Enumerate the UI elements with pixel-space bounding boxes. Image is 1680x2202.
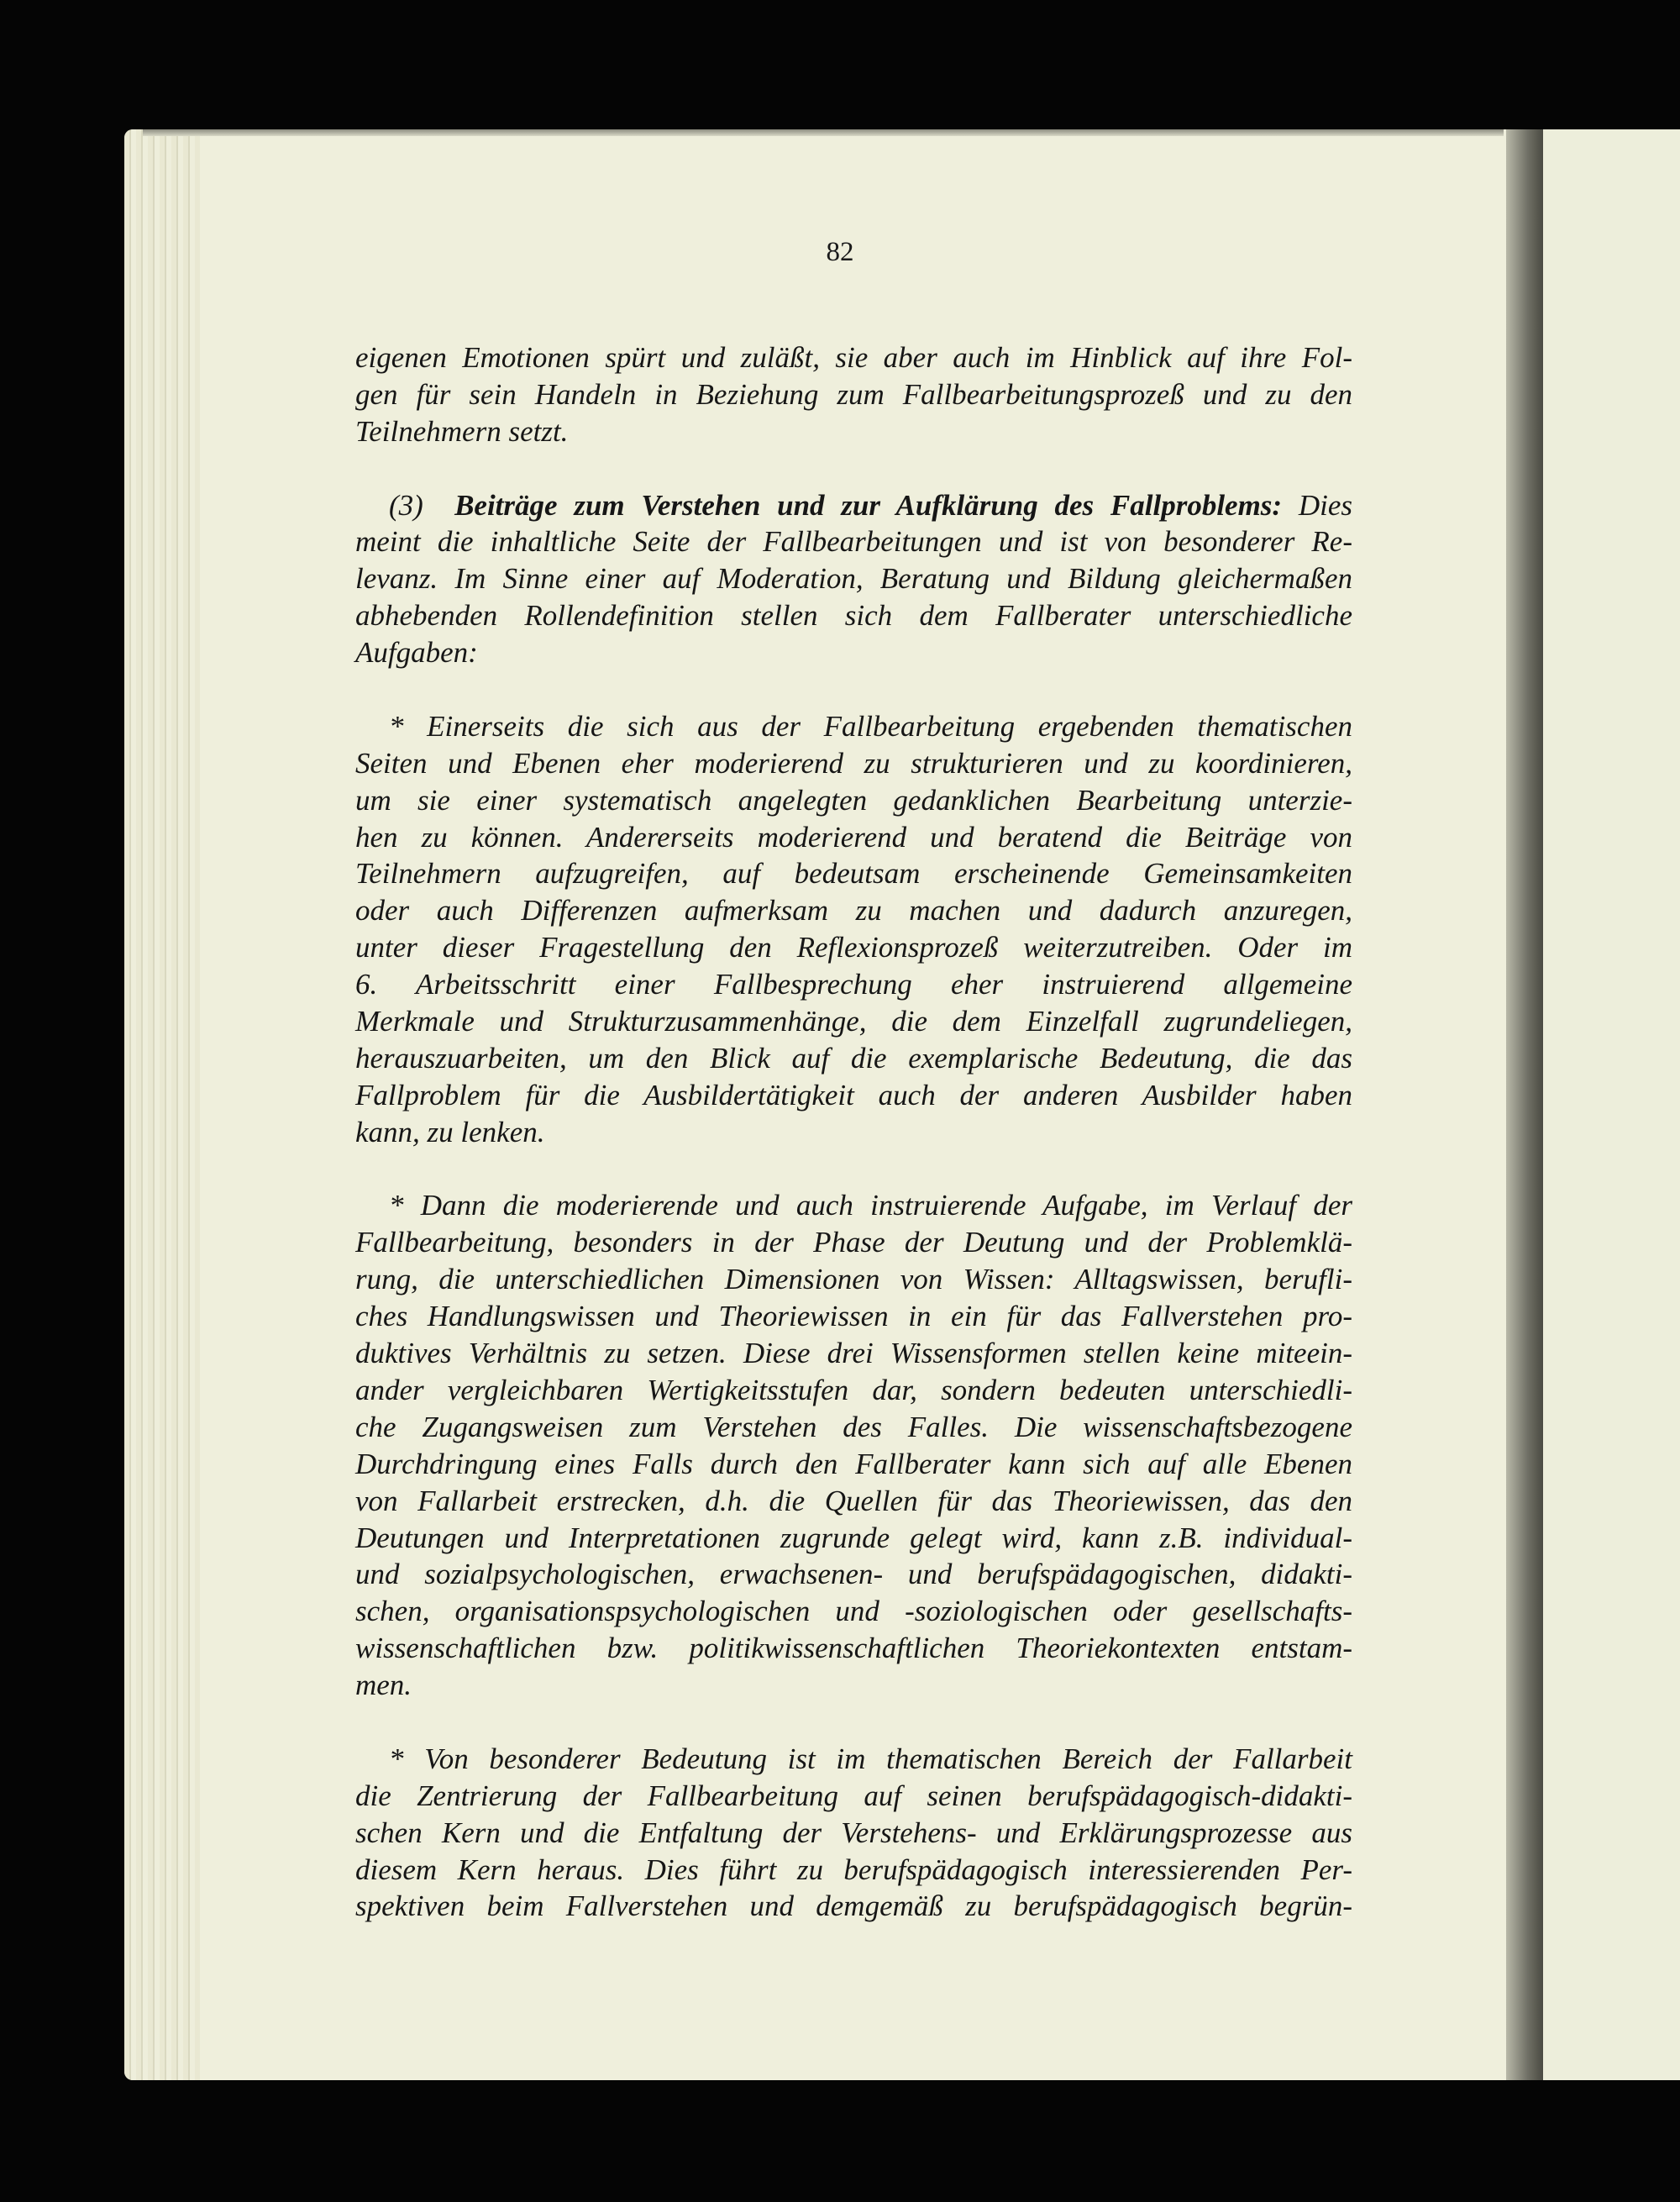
text-line: Seiten und Ebenen eher moderierend zu strukturieren und zu koordinieren, (355, 746, 1352, 780)
section-number: (3) (389, 488, 423, 522)
text-line: eigenen Emotionen spürt und zuläßt, sie aber auch im Hinblick auf ihre Fol- (355, 341, 1352, 374)
text-line: Fallbearbeitung, besonders in der Phase der Deutung und der Problemklä- (355, 1226, 1352, 1259)
text-line: ches Handlungswissen und Theoriewissen in ein für das Fallverstehen pro- (355, 1300, 1352, 1333)
text-line: Fallproblem für die Ausbildertätigkeit auch der anderen Ausbilder haben (355, 1078, 1352, 1112)
text-line: unter dieser Fragestellung den Reflexionsprozeß weiterzutreiben. Oder im (355, 931, 1352, 964)
body-text (355, 339, 1352, 1962)
paragraph (355, 708, 1352, 1151)
text-line: hen zu können. Andererseits moderierend und beratend die Beiträge von (355, 820, 1352, 854)
text-line: spektiven beim Fallverstehen und demgemäß zu berufspädagogisch begrün- (355, 1889, 1352, 1923)
text-line: Durchdringung eines Falls durch den Fallberater kann sich auf alle Ebenen (355, 1447, 1352, 1480)
text-line: schen, organisationspsychologischen und -soziologischen oder gesellschafts- (355, 1595, 1352, 1628)
text-line: gen für sein Handeln in Beziehung zum Fallbearbeitungsprozeß und zu den (355, 377, 1352, 411)
text-line: die Zentrierung der Fallbearbeitung auf seinen berufspädagogisch-didakti- (355, 1779, 1352, 1812)
text-line: schen Kern und die Entfaltung der Verstehens- und Erklärungsprozesse aus (355, 1816, 1352, 1849)
section-heading: Beiträge zum Verstehen und zur Aufklärung des Fallproblems: (454, 488, 1283, 522)
paragraph (355, 339, 1352, 450)
paragraph (355, 487, 1352, 671)
page-number: 82 (826, 237, 854, 267)
text-line: * Von besonderer Bedeutung ist im thematischen Bereich der Fallarbeit (389, 1742, 1352, 1775)
heading-trailing-text: Dies (1282, 488, 1353, 522)
text-line: che Zugangsweisen zum Verstehen des Falles. Die wissenschaftsbezogene (355, 1410, 1352, 1443)
text-line: Deutungen und Interpretationen zugrunde gelegt wird, kann z.B. individual- (355, 1521, 1352, 1554)
paragraph (355, 1741, 1352, 1925)
text-line: oder auch Differenzen aufmerksam zu machen und dadurch anzuregen, (355, 894, 1352, 928)
text-line: rung, die unterschiedlichen Dimensionen von Wissen: Alltagswissen, berufli- (355, 1263, 1352, 1296)
text-line: und sozialpsychologischen, erwachsenen- und berufspädagogischen, didakti- (355, 1558, 1352, 1591)
book-gutter (1506, 129, 1543, 2080)
text-line: * Einerseits die sich aus der Fallbearbeitung ergebenden thematischen (389, 709, 1352, 743)
page-stack-edges (124, 129, 200, 2080)
text-line: ander vergleichbaren Wertigkeitsstufen dar, sondern bedeuten unterschiedli- (355, 1373, 1352, 1406)
book-page-right (1543, 129, 1680, 2080)
text-line: wissenschaftlichen bzw. politikwissenschaftlichen Theoriekontexten entstam- (355, 1632, 1352, 1665)
text-line: abhebenden Rollendefinition stellen sich dem Fallberater unterschiedliche (355, 599, 1352, 633)
text-line: diesem Kern heraus. Dies führt zu berufspädagogisch interessierenden Per- (355, 1853, 1352, 1886)
section-heading-line (355, 487, 1352, 524)
page-top-edge-shadow (143, 129, 1504, 136)
text-line: levanz. Im Sinne einer auf Moderation, Beratung und Bildung gleichermaßen (355, 562, 1352, 596)
text-line: Merkmale und Strukturzusammenhänge, die dem Einzelfall zugrundeliegen, (355, 1005, 1352, 1038)
text-line: Teilnehmern aufzugreifen, auf bedeutsam erscheinende Gemeinsamkeiten (355, 857, 1352, 891)
text-line: meint die inhaltliche Seite der Fallbearbeitungen und ist von besonderer Re- (355, 525, 1352, 559)
text-line: duktives Verhältnis zu setzen. Diese drei Wissensformen stellen keine miteein- (355, 1337, 1352, 1370)
text-line: * Dann die moderierende und auch instruierende Aufgabe, im Verlauf der (389, 1189, 1352, 1222)
text-line: 6. Arbeitsschritt einer Fallbesprechung eher instruierend allgemeine (355, 968, 1352, 1001)
text-line: um sie einer systematisch angelegten gedanklichen Bearbeitung unterzie- (355, 783, 1352, 817)
text-line: Teilnehmern setzt. (355, 414, 569, 448)
paragraph (355, 1187, 1352, 1703)
text-line: von Fallarbeit erstrecken, d.h. die Quellen für das Theoriewissen, das den (355, 1484, 1352, 1517)
text-line: men. (355, 1669, 412, 1702)
text-line: Aufgaben: (355, 636, 478, 670)
text-line: herauszuarbeiten, um den Blick auf die exemplarische Bedeutung, die das (355, 1041, 1352, 1075)
text-line: kann, zu lenken. (355, 1115, 545, 1148)
